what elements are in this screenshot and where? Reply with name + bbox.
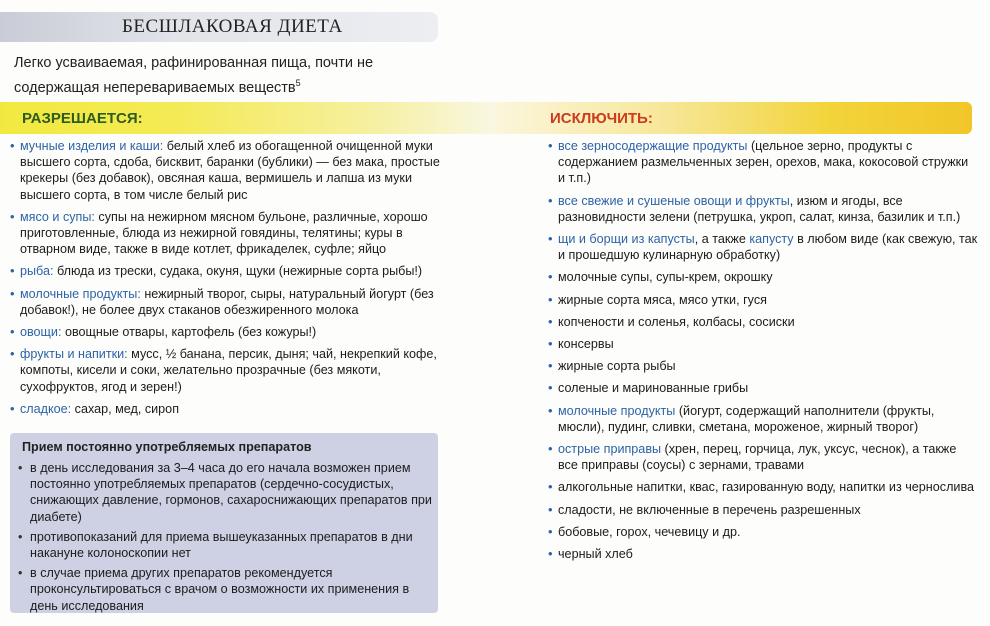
- item-text: черный хлеб: [558, 547, 633, 562]
- list-item: [548, 358, 978, 374]
- item-text: белый хлеб из обогащенной очищенной муки высшего сорта, сдоба, бисквит, баранки (бублики) — без мака, простые крекеры (без добавок), овсяная каша, вермишель и лапша из муки высшего сорта, в том числе белый рис: [20, 139, 440, 202]
- item-term: овощи:: [20, 325, 62, 340]
- item-text: блюда из трески, судака, окуня, щуки (нежирные сорта рыбы!): [53, 264, 423, 279]
- list-item: [548, 502, 978, 518]
- item-text: бобовые, горох, чечевицу и др.: [558, 524, 741, 539]
- list-item: [548, 314, 978, 330]
- list-item: [10, 138, 448, 203]
- item-term: все свежие и сушеные овощи и фрукты: [558, 193, 790, 208]
- item-text: молочные супы, супы-крем, окрошку: [558, 270, 773, 285]
- list-item: [548, 546, 978, 562]
- medication-list: [18, 460, 432, 618]
- item-term: щи и борщи из капусты: [558, 232, 695, 247]
- page-title: БЕСШЛАКОВАЯ ДИЕТА: [122, 16, 343, 37]
- list-item: • противопоказаний для приема вышеуказанных препаратов в дни накануне колоноскопии нет: [18, 529, 432, 561]
- list-item: [10, 401, 448, 417]
- item-text: алкогольные напитки, квас, газированную воду, напитки из чернослива: [558, 480, 975, 495]
- list-item: [10, 346, 448, 395]
- item-text: жирные сорта рыбы: [558, 359, 676, 374]
- list-item: [10, 209, 448, 258]
- list-item: [10, 286, 448, 318]
- item-text: супы на нежирном мясном бульоне, различные, хорошо приготовленные, блюда из нежирной говядины, телятины; куры в отварном виде, также в виде котлет, фрикаделек, суфле; яйцо: [20, 209, 428, 257]
- footnote-mark: 5: [295, 78, 301, 88]
- excluded-list: [548, 138, 978, 568]
- list-item: [548, 479, 978, 495]
- item-term: рыба:: [20, 264, 54, 279]
- list-item: [548, 441, 978, 473]
- list-item: [548, 292, 978, 308]
- item-term: молочные продукты:: [20, 286, 141, 301]
- list-item: [548, 403, 978, 435]
- item-text: сладости, не включенные в перечень разрешенных: [558, 502, 861, 517]
- subtitle-text: Легко усваиваемая, рафинированная пища, почти не содержащая неперевариваемых веществ: [14, 55, 374, 96]
- item-text: мусс, ½ банана, персик, дыня; чай, некрепкий кофе, компоты, кисели и соки, желательно прозрачные (без мякоти, сухофруктов, ягод и зерен!): [20, 347, 437, 394]
- item-term: молочные продукты: [558, 403, 676, 418]
- item-text-2: в любом виде (как свежую, так и прошедшую кулинарную обработку): [558, 232, 978, 263]
- subtitle: [14, 53, 434, 98]
- list-item: [548, 524, 978, 540]
- allowed-heading: РАЗРЕШАЕТСЯ:: [22, 110, 143, 127]
- item-term: все зерносодержащие продукты: [558, 139, 748, 153]
- item-term: мучные изделия и каши:: [20, 139, 164, 153]
- item-text: (цельное зерно, продукты с содержанием размельченных зерен, орехов, мака, кокосовой стружки и т.п.): [558, 139, 969, 186]
- list-item: [548, 193, 978, 225]
- list-item: [548, 231, 978, 263]
- item-text: сахар, мед, сироп: [71, 401, 180, 416]
- item-term: мясо и супы:: [20, 209, 95, 224]
- item-text: соленые и маринованные грибы: [558, 381, 749, 396]
- item-text: нежирный творог, сыры, натуральный йогурт (без добавок!), не более двух стаканов обезжиренного молока: [20, 286, 434, 317]
- list-item: [548, 380, 978, 396]
- item-text: жирные сорта мяса, мясо утки, гуся: [558, 292, 767, 307]
- item-text: овощные отвары, картофель (без кожуры!): [61, 325, 317, 340]
- item-term: фрукты и напитки:: [20, 347, 128, 362]
- list-item: • в случае приема других препаратов рекомендуется проконсультироваться с врачом о возможности их применения в день исследования: [18, 565, 432, 614]
- list-item: • в день исследования за 3–4 часа до его начала возможен прием постоянно употребляемых препаратов (сердечно-сосудистых, снижающих давление, гормонов, сахароснижающих препаратов при диабете): [18, 460, 432, 525]
- item-text: (йогурт, содержащий наполнители (фрукты, мюсли), пудинг, сливки, сметана, мороженое, жирный творог): [558, 403, 935, 434]
- item-term: острые приправы: [558, 442, 662, 457]
- list-item: [548, 138, 978, 187]
- list-item: [548, 269, 978, 285]
- list-item: [10, 263, 448, 279]
- allowed-list: [10, 138, 448, 423]
- excluded-heading: ИСКЛЮЧИТЬ:: [550, 110, 653, 127]
- item-term: сладкое:: [20, 401, 72, 416]
- item-text: консервы: [558, 337, 614, 352]
- list-item: [548, 336, 978, 352]
- item-term-2: капусту: [749, 232, 794, 247]
- item-text: , изюм и ягоды, все разновидности зелени (петрушка, укроп, салат, кинза, базилик и т.п.): [558, 193, 961, 224]
- list-item: [10, 324, 448, 340]
- item-text: копчености и соленья, колбасы, сосиски: [558, 314, 795, 329]
- medication-title: Прием постоянно употребляемых препаратов: [22, 440, 312, 454]
- item-text: , а также: [694, 232, 750, 247]
- item-text: (хрен, перец, горчица, лук, уксус, чеснок), а также все приправы (соусы) с зернами, травами: [558, 442, 957, 473]
